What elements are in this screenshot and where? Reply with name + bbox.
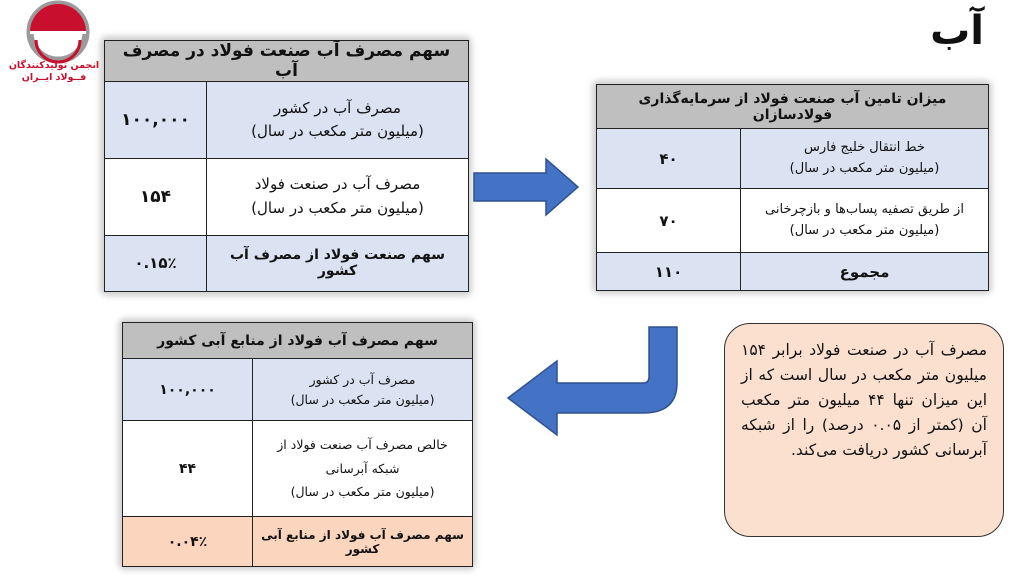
row-label-cell xyxy=(253,359,473,421)
row-label: از طریق تصفیه پساب‌ها و بازچرخانی xyxy=(765,202,964,218)
row-label: خط انتقال خلیج فارس xyxy=(804,140,925,156)
row-sublabel: (میلیون متر مکعب در سال) xyxy=(789,222,940,238)
arrow-right-icon xyxy=(472,157,580,217)
table-row xyxy=(123,517,473,567)
row-label-cell xyxy=(253,421,473,517)
logo-text-line2: فــولاد ایــران xyxy=(21,72,87,83)
row-sublabel: (میلیون متر مکعب در سال) xyxy=(290,484,435,500)
row-sublabel: (میلیون متر مکعب در سال) xyxy=(789,160,940,176)
row-value: ۴۴ xyxy=(123,421,253,517)
row-label: سهم صنعت فولاد از مصرف آب کشور xyxy=(207,235,469,291)
table-header: میزان تامین آب صنعت فولاد از سرمایه‌گذاری فولادسازان xyxy=(597,85,989,129)
row-value: ۰.۰۴٪ xyxy=(123,517,253,567)
table-row xyxy=(105,235,469,291)
summary-note: مصرف آب در صنعت فولاد برابر ۱۵۴ میلیون متر مکعب در سال است که از این میزان تنها ۴۴ میلیون متر مکعب آن (کمتر از ۰.۰۵ درصد) را از شبکه آبرسانی کشور دریافت می‌کند. xyxy=(724,323,1004,537)
row-value: ۱۵۴ xyxy=(105,158,207,235)
table-row xyxy=(123,421,473,517)
national-water-share-table xyxy=(122,322,472,566)
row-value: ۰.۱۵٪ xyxy=(105,235,207,291)
table-header: سهم مصرف آب صنعت فولاد در مصرف آب xyxy=(105,41,469,82)
table-row xyxy=(105,82,469,159)
row-value: ۴۰ xyxy=(597,129,741,189)
row-label: خالص مصرف آب صنعت فولاد از xyxy=(277,436,448,452)
row-label-continued: شبکه آبرسانی xyxy=(325,460,400,476)
row-label-cell xyxy=(741,129,989,189)
row-label: مجموع xyxy=(741,253,989,291)
row-label: مصرف آب در کشور xyxy=(309,372,416,388)
row-label-cell xyxy=(207,158,469,235)
row-label-cell xyxy=(207,82,469,159)
table-row xyxy=(597,253,989,291)
page-title: آب xyxy=(930,8,984,54)
table-row xyxy=(123,359,473,421)
row-value: ۱۰۰,۰۰۰ xyxy=(105,82,207,159)
table-row xyxy=(597,189,989,253)
row-sublabel: (میلیون متر مکعب در سال) xyxy=(290,391,435,407)
row-value: ۷۰ xyxy=(597,189,741,253)
investment-water-supply-table xyxy=(596,84,988,290)
row-sublabel: (میلیون متر مکعب در سال) xyxy=(251,122,424,141)
table-header: سهم مصرف آب فولاد از منابع آبی کشور xyxy=(123,323,473,359)
row-label: سهم مصرف آب فولاد از منابع آبی کشور xyxy=(253,517,473,567)
row-label-cell xyxy=(741,189,989,253)
table-row xyxy=(105,158,469,235)
row-value: ۱۰۰,۰۰۰ xyxy=(123,359,253,421)
row-label: مصرف آب در صنعت فولاد xyxy=(254,175,421,194)
row-sublabel: (میلیون متر مکعب در سال) xyxy=(251,198,424,217)
logo-text-line1: انجمن تولیدکنندگان xyxy=(8,60,100,71)
curved-arrow-icon xyxy=(505,325,685,450)
row-value: ۱۱۰ xyxy=(597,253,741,291)
steel-water-share-table xyxy=(104,40,468,292)
row-label: مصرف آب در کشور xyxy=(274,98,401,117)
table-row xyxy=(597,129,989,189)
